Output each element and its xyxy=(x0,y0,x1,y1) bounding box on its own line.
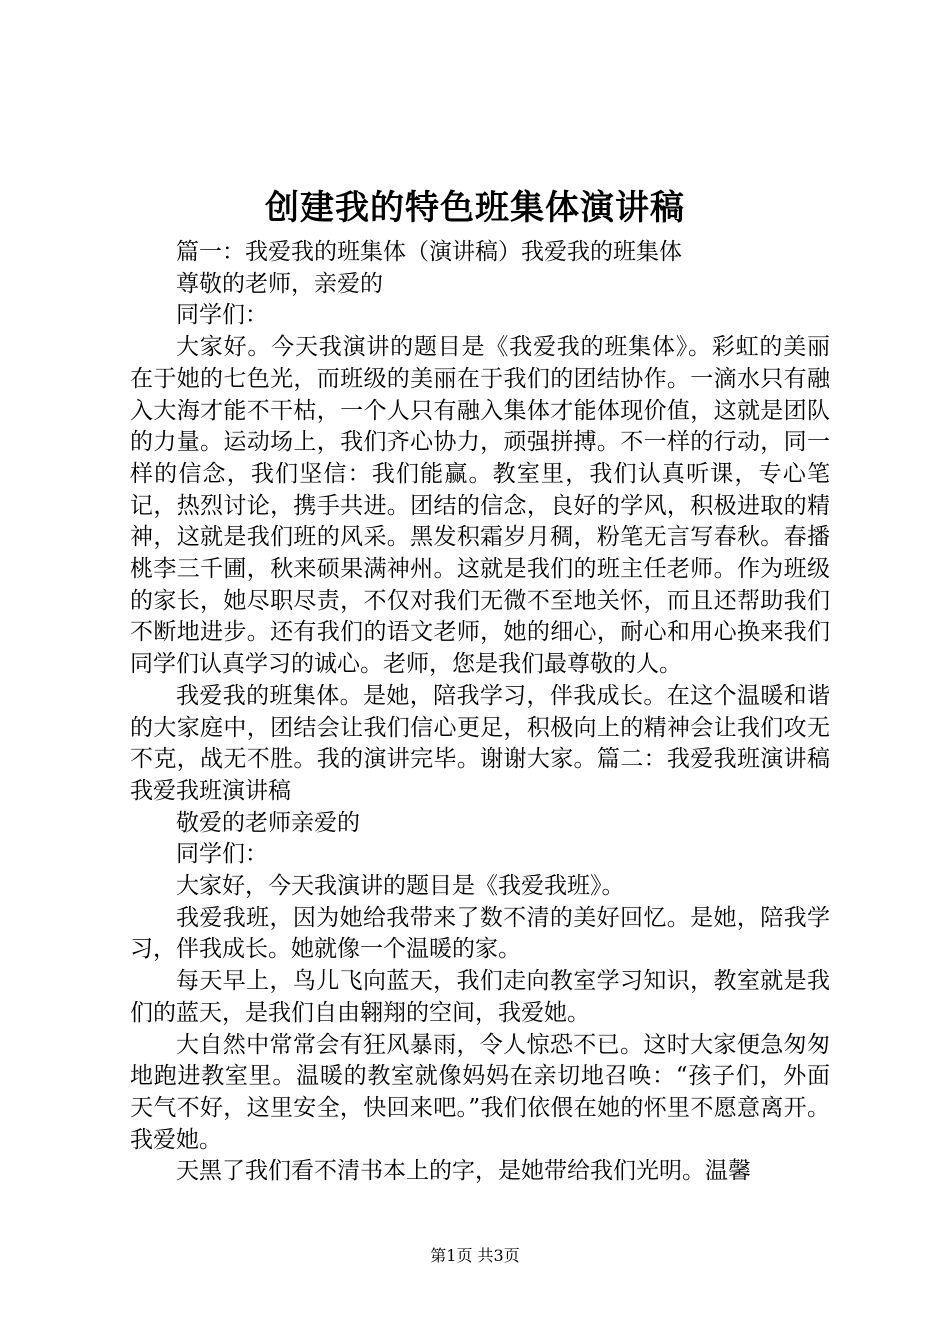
paragraph: 同学们： xyxy=(176,302,268,329)
paragraph: 尊敬的老师，亲爱的 xyxy=(176,270,383,297)
paragraph: 每天早上，鸟儿飞向蓝天，我们走向教室学习知识，教室就是我们的蓝天，是我们自由翱翔的空间，我爱她。 xyxy=(130,968,830,1026)
paragraph: 大家好。今天我演讲的题目是《我爱我的班集体》。彩虹的美丽在于她的七色光，而班级的美丽在于我们的团结协作。一滴水只有融入大海才能不干枯，一个人只有融入集体才能体现价值，这就是团队的力量。运动场上，我们齐心协力，顽强拼搏。不一样的行动，同一样的信念，我们坚信：我们能赢。教室里，我们认真听课，专心笔记，热烈讨论，携手共进。团结的信念，良好的学风，积极进取的精神，这就是我们班的风采。黑发积霜岁月稠，粉笔无言写春秋。春播桃李三千圃，秋来硕果满神州。这就是我们的班主任老师。作为班级的家长，她尽职尽责，不仅对我们无微不至地关怀，而且还帮助我们不断地进步。还有我们的语文老师，她的细心，耐心和用心换来我们同学们认真学习的诚心。老师，您是我们最尊敬的人。 xyxy=(130,334,830,678)
document-body xyxy=(130,237,830,1188)
paragraph: 同学们： xyxy=(176,841,268,868)
paragraph: 敬爱的老师亲爱的 xyxy=(176,809,360,836)
paragraph: 我爱我班，因为她给我带来了数不清的美好回忆。是她，陪我学习，伴我成长。她就像一个温暖的家。 xyxy=(130,904,830,963)
paragraph: 篇一：我爱我的班集体（演讲稿）我爱我的班集体 xyxy=(176,239,682,265)
paragraph: 天黑了我们看不清书本上的字，是她带给我们光明。温馨 xyxy=(176,1158,751,1185)
paragraph: 大自然中常常会有狂风暴雨，令人惊恐不已。这时大家便急匆匆地跑进教室里。温暖的教室就像妈妈在亲切地召唤：“孩子们，外面天气不好，这里安全，快回来吧。”我们依偎在她的怀里不愿意离开。我爱她。 xyxy=(130,1031,830,1153)
paragraph: 大家好，今天我演讲的题目是《我爱我班》。 xyxy=(176,873,625,900)
paragraph: 我爱我的班集体。是她，陪我学习，伴我成长。在这个温暖和谐的大家庭中，团结会让我们信心更足，积极向上的精神会让我们攻无不克，战无不胜。我的演讲完毕。谢谢大家。篇二：我爱我班演讲稿我爱我班演讲稿 xyxy=(130,682,830,804)
page-footer: 第1页 共3页 xyxy=(430,1246,520,1265)
document-title: 创建我的特色班集体演讲稿 xyxy=(265,188,685,228)
